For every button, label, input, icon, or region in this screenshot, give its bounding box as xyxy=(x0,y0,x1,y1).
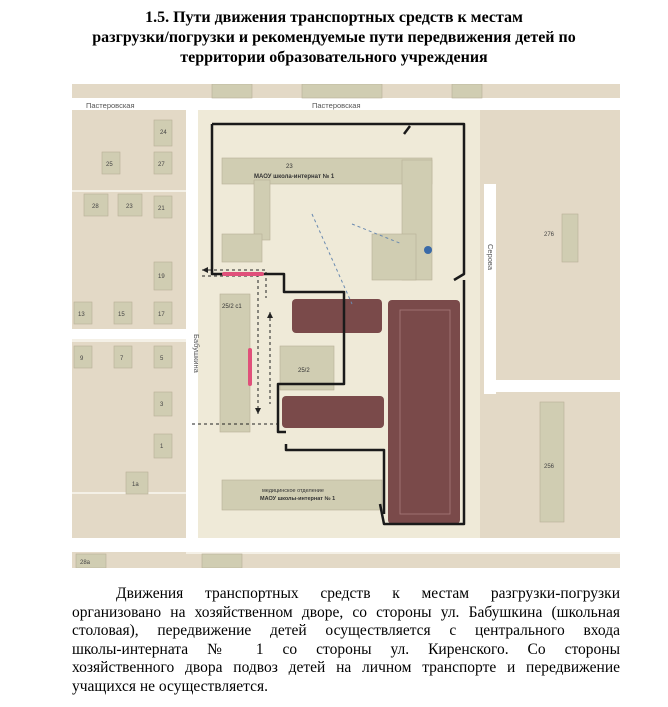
school-wing xyxy=(372,234,416,280)
entrance-icon xyxy=(424,246,432,254)
parking-lot-large xyxy=(388,300,460,524)
building-number: 23 xyxy=(286,164,293,170)
bottom-street xyxy=(72,538,620,552)
school-territory-map xyxy=(72,84,620,568)
paragraph-line: Движения транспортных средств к местам разгрузки-погрузки xyxy=(116,585,620,602)
street-label: Пастеровская xyxy=(312,101,361,110)
house xyxy=(452,84,482,98)
medical-building xyxy=(222,480,382,510)
house-number: 3 xyxy=(160,402,164,408)
house xyxy=(202,554,242,568)
babushkina-street xyxy=(186,98,198,552)
building-number: 25/2 xyxy=(298,368,310,374)
school-wing xyxy=(254,180,270,240)
house xyxy=(302,84,382,98)
side-lane xyxy=(72,329,192,339)
paragraph-line: организовано на хозяйственном дворе, со стороны ул. Бабушкина (школьная xyxy=(72,603,620,621)
house-number: 15 xyxy=(118,312,125,318)
house-number: 276 xyxy=(544,232,555,238)
parking-lot xyxy=(292,299,382,333)
page-title xyxy=(40,8,628,68)
title-line: 1.5. Пути движения транспортных средств к местам xyxy=(145,9,523,26)
house-number: 24 xyxy=(160,130,167,136)
title-line: территории образовательного учреждения xyxy=(180,49,488,66)
house xyxy=(540,402,564,522)
house-number: 23 xyxy=(126,204,133,210)
house-number: 1а xyxy=(132,482,139,488)
house-number: 28а xyxy=(80,560,91,566)
house-number: 17 xyxy=(158,312,165,318)
annex-building xyxy=(220,294,250,432)
bottom-residential-strip xyxy=(72,554,620,568)
paragraph-line: школы-интерната № 1 со стороны ул. Киренского. Со стороны xyxy=(72,640,620,658)
house-number: 13 xyxy=(78,312,85,318)
description-paragraph xyxy=(72,585,620,697)
house-number: 28 xyxy=(92,204,99,210)
house-number: 5 xyxy=(160,356,164,362)
house-number: 25 xyxy=(106,162,113,168)
street-label: Пастеровская xyxy=(86,101,135,110)
house-number: 27 xyxy=(158,162,165,168)
building-number: 25/2 с1 xyxy=(222,304,242,310)
main-school-building xyxy=(222,158,432,184)
cross-lane xyxy=(496,380,620,392)
house-number: 21 xyxy=(158,206,165,212)
house-number: 1 xyxy=(160,444,164,450)
paragraph-line: столовая), передвижение детей осуществляется с центрального входа xyxy=(72,622,620,640)
building-label: МАОУ школа-интернат № 1 xyxy=(254,174,335,180)
house-number: 19 xyxy=(158,274,165,280)
building-label: МАОУ школы-интернат № 1 xyxy=(260,496,336,502)
title-line: разгрузки/погрузки и рекомендуемые пути передвижения детей по xyxy=(92,29,576,46)
paragraph-line: хозяйственного двора подвоз детей на личном транспорте и передвижение xyxy=(72,659,620,677)
house xyxy=(212,84,252,98)
school-wing xyxy=(222,234,262,262)
paragraph-line: учащихся не осуществляется. xyxy=(72,677,269,695)
house-number: 7 xyxy=(120,356,124,362)
house xyxy=(562,214,578,262)
street-label: Серова xyxy=(486,244,495,271)
map-canvas xyxy=(72,84,620,568)
parking-lot xyxy=(282,396,384,428)
street-label: Бабушкина xyxy=(192,334,201,373)
serova-street xyxy=(484,184,496,394)
house-number: 256 xyxy=(544,464,555,470)
building-label: медицинское отделение xyxy=(262,488,324,494)
house-number: 9 xyxy=(80,356,84,362)
